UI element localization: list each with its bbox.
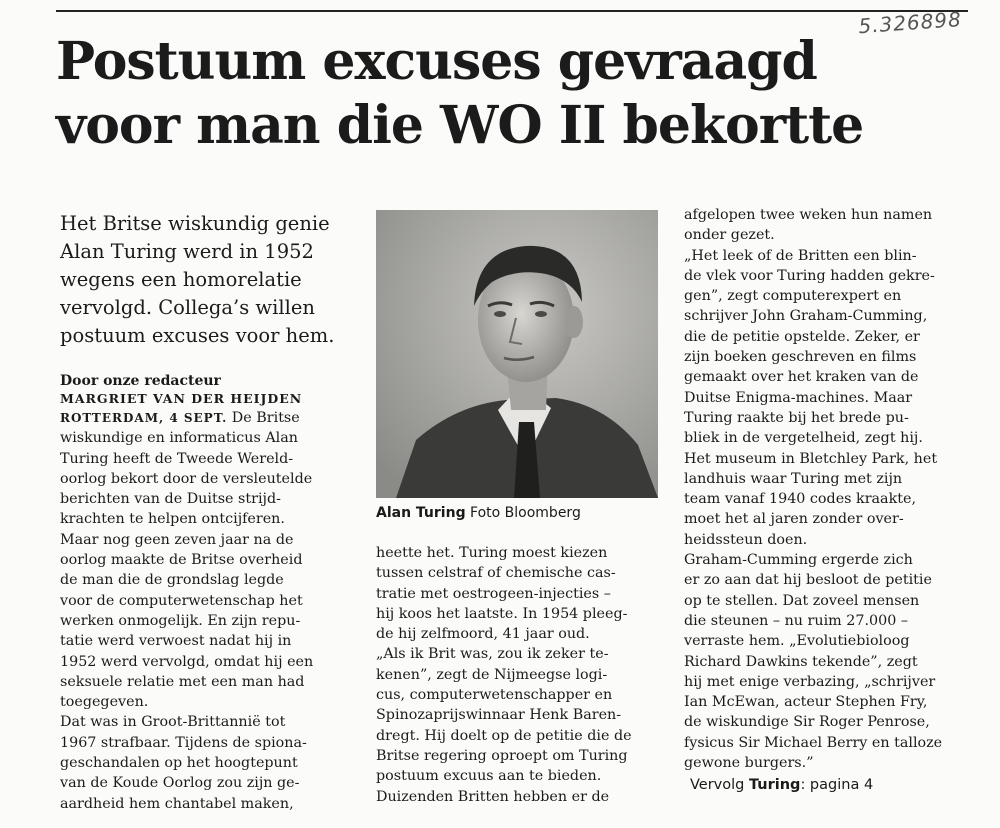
caption-credit: Foto Bloomberg [470, 505, 581, 521]
column-line: berichten van de Duitse strijd- [60, 491, 281, 508]
column-line: tratie met oestrogeen-injecties – [376, 585, 611, 602]
column-line: Turing heeft de Tweede Wereld- [60, 450, 294, 467]
column-line: tatie werd verwoest nadat hij in [60, 633, 292, 650]
column-line: de man die de grondslag legde [60, 572, 284, 589]
column-line: seksuele relatie met een man had [60, 673, 305, 690]
column-line: de wiskundige Sir Roger Penrose, [684, 714, 930, 731]
portrait-photo [376, 210, 658, 498]
column-line: die de petitie opstelde. Zeker, er [684, 328, 920, 345]
column-line: verraste hem. „Evolutiebioloog [684, 633, 910, 650]
column-line: 1967 strafbaar. Tijdens de spiona- [60, 734, 307, 751]
column-line: van de Koude Oorlog zou zijn ge- [60, 775, 300, 792]
caption-name: Alan Turing [376, 505, 466, 521]
article-column-3 [684, 205, 974, 773]
column-line: de vlek voor Turing hadden gekre- [684, 267, 935, 284]
lead-paragraph [60, 210, 360, 350]
byline-label: Door onze redacteur [60, 373, 221, 389]
continued-reference [690, 776, 980, 794]
lead-line: Alan Turing werd in 1952 [60, 240, 314, 263]
column-line: die steunen – nu ruim 27.000 – [684, 612, 908, 629]
column-3-lines [684, 205, 974, 773]
column-line: Spinozaprijswinnaar Henk Baren- [376, 707, 622, 724]
column-line: hij koos het laatste. In 1954 pleeg- [376, 605, 628, 622]
column-line: aardheid hem chantabel maken, [60, 795, 294, 812]
article-column-1 [60, 408, 360, 814]
column-1-lines [60, 428, 360, 814]
column-line: toegegeven. [60, 694, 149, 711]
column-line: onder gezet. [684, 227, 775, 244]
column-line: tussen celstraf of chemische cas- [376, 565, 616, 582]
dateline-continuation: De Britse [227, 410, 300, 426]
headline-line-2: voor man die WO II bekortte [56, 95, 864, 156]
column-line: Het museum in Bletchley Park, het [684, 450, 938, 467]
column-line: moet het al jaren zonder over- [684, 511, 904, 528]
column-line: Turing raakte bij het brede pu- [684, 409, 909, 426]
column-line: landhuis waar Turing met zijn [684, 470, 903, 487]
column-line: Richard Dawkins tekende”, zegt [684, 653, 918, 670]
byline-author: MARGRIET VAN DER HEIJDEN [60, 391, 303, 406]
column-line: „Als ik Brit was, zou ik zeker te- [376, 646, 609, 663]
column-line: Duitse Enigma-machines. Maar [684, 389, 913, 406]
column-line: Ian McEwan, acteur Stephen Fry, [684, 694, 928, 711]
lead-line: Het Britse wiskundig genie [60, 212, 330, 235]
photo-caption [376, 504, 666, 522]
column-line: kenen”, zegt de Nijmeegse logi- [376, 666, 608, 683]
column-line: heette het. Turing moest kiezen [376, 545, 608, 561]
alan-turing-portrait [376, 210, 658, 498]
top-rule [56, 10, 968, 12]
column-line: Britse regering oproept om Turing [376, 747, 628, 764]
column-2-lines [376, 543, 666, 807]
column-line: de hij zelfmoord, 41 jaar oud. [376, 626, 590, 643]
handwritten-archive-number: 5.326898 [857, 7, 963, 39]
column-line: gemaakt over het kraken van de [684, 369, 919, 386]
column-line: Dat was in Groot-Brittannië tot [60, 714, 286, 731]
column-line: gewone burgers.” [684, 755, 814, 772]
byline [60, 372, 380, 408]
column-line: bliek in de vergetelheid, zegt hij. [684, 430, 923, 447]
lead-line: postuum excuses voor hem. [60, 324, 335, 347]
column-line: op te stellen. Dat zoveel mensen [684, 592, 920, 609]
column-line: Duizenden Britten hebben er de [376, 788, 610, 805]
article-column-2 [376, 543, 666, 807]
column-line: zijn boeken geschreven en films [684, 349, 917, 366]
headline [56, 30, 976, 158]
continued-label: Vervolg [690, 777, 745, 793]
column-line: gen”, zegt computerexpert en [684, 288, 902, 305]
column-line: schrijver John Graham-Cumming, [684, 308, 928, 325]
column-line: fysicus Sir Michael Berry en talloze [684, 734, 943, 751]
column-line: heidssteun doen. [684, 531, 808, 548]
column-line [60, 408, 360, 428]
column-line: Maar nog geen zeven jaar na de [60, 531, 294, 548]
column-line: geschandalen op het hoogtepunt [60, 755, 298, 772]
column-line: cus, computerwetenschapper en [376, 687, 613, 704]
column-line: hij met enige verbazing, „schrijver [684, 673, 936, 690]
lead-line: wegens een homorelatie [60, 268, 302, 291]
column-line: krachten te helpen ontcijferen. [60, 511, 285, 528]
column-line: oorlog maakte de Britse overheid [60, 552, 303, 569]
column-line: afgelopen twee weken hun namen [684, 207, 933, 223]
column-line: dregt. Hij doelt op de petitie die de [376, 727, 632, 744]
column-line: team vanaf 1940 codes kraakte, [684, 491, 916, 508]
column-line: 1952 werd vervolgd, omdat hij een [60, 653, 314, 670]
column-line: oorlog bekort door de versleutelde [60, 470, 313, 487]
headline-line-1: Postuum excuses gevraagd [56, 31, 817, 92]
column-line: er zo aan dat hij besloot de petitie [684, 572, 932, 589]
column-line: postuum excuus aan te bieden. [376, 768, 602, 785]
dateline: ROTTERDAM, 4 SEPT. [60, 411, 228, 425]
lead-line: vervolgd. Collega’s willen [60, 296, 315, 319]
column-line: werken onmogelijk. En zijn repu- [60, 612, 301, 629]
continued-keyword: Turing [748, 777, 801, 793]
column-line: wiskundige en informaticus Alan [60, 430, 298, 447]
column-line: voor de computerwetenschap het [60, 592, 303, 609]
continued-page: : pagina 4 [800, 777, 874, 793]
column-line: „Het leek of de Britten een blin- [684, 247, 917, 264]
column-line: Graham-Cumming ergerde zich [684, 552, 913, 569]
